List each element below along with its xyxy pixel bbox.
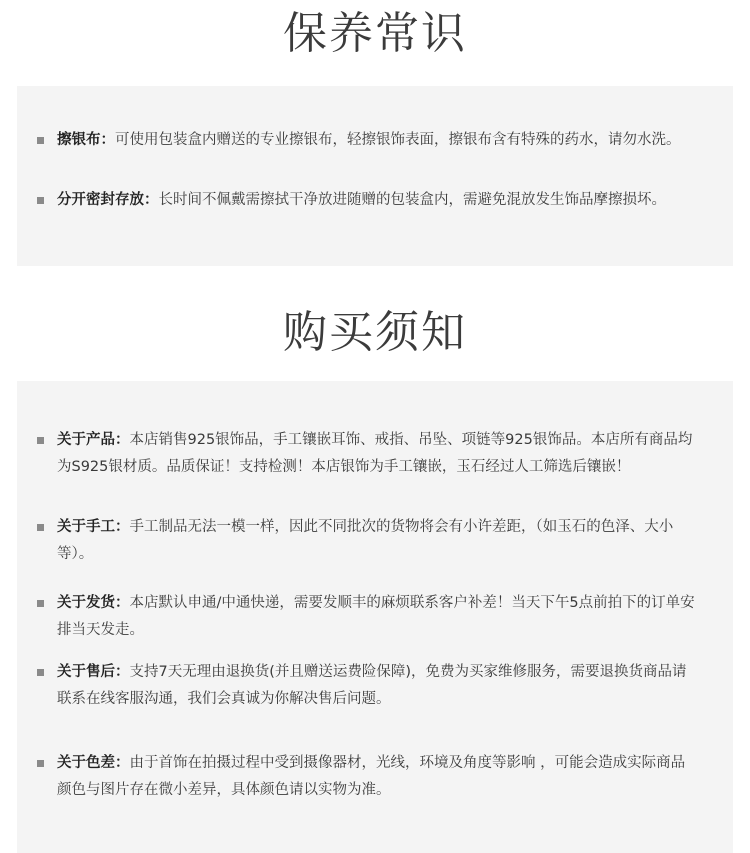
purchase-item-handmade: [57, 514, 697, 568]
care-item-text: 可使用包装盒内赠送的专业擦银布，轻擦银饰表面，擦银布含有特殊的药水，请勿水洗。: [115, 132, 681, 148]
square-bullet-icon: [37, 524, 44, 531]
square-bullet-icon: [37, 197, 44, 204]
square-bullet-icon: [37, 669, 44, 676]
purchase-item-text: 本店默认申通/中通快递，需要发顺丰的麻烦联系客户补差！当天下午5点前拍下的订单安排当天发走。: [57, 595, 695, 638]
purchase-item-aftersales: [57, 659, 697, 713]
purchase-item-text: 支持7天无理由退换货(并且赠送运费险保障)，免费为买家维修服务，需要退换货商品请联系在线客服沟通，我们会真诚为你解决售后问题。: [57, 664, 687, 707]
square-bullet-icon: [37, 760, 44, 767]
purchase-item-text: 手工制品无法一模一样，因此不同批次的货物将会有小许差距，（如玉石的色泽、大小等）。: [57, 519, 674, 562]
purchase-item-label: 关于色差：: [57, 755, 130, 771]
purchase-item-label: 关于手工：: [57, 519, 130, 535]
square-bullet-icon: [37, 437, 44, 444]
purchase-item-label: 关于发货：: [57, 595, 130, 611]
purchase-item-product: [57, 427, 697, 481]
purchase-item-label: 关于售后：: [57, 664, 130, 680]
care-item-cloth: [57, 127, 697, 154]
care-section-title: 保养常识: [283, 8, 467, 59]
care-item-storage: [57, 187, 697, 214]
care-item-label: 分开密封存放：: [57, 192, 159, 208]
purchase-item-label: 关于产品：: [57, 432, 130, 448]
purchase-item-color: [57, 750, 697, 804]
care-item-text: 长时间不佩戴需擦拭干净放进随赠的包装盒内，需避免混放发生饰品摩擦损坏。: [158, 192, 666, 208]
purchase-section-title: 购买须知: [283, 307, 467, 358]
care-panel: [17, 86, 733, 266]
care-item-label: 擦银布：: [57, 132, 115, 148]
purchase-item-shipping: [57, 590, 697, 644]
purchase-item-text: 由于首饰在拍摄过程中受到摄像器材，光线，环境及角度等影响 ，可能会造成实际商品颜色与图片存在微小差异，具体颜色请以实物为准。: [57, 755, 686, 798]
purchase-item-text: 本店销售925银饰品，手工镶嵌耳饰、戒指、吊坠、项链等925银饰品。本店所有商品均为S925银材质。品质保证！支持检测！本店银饰为手工镶嵌，玉石经过人工筛选后镶嵌！: [57, 432, 693, 475]
square-bullet-icon: [37, 600, 44, 607]
square-bullet-icon: [37, 137, 44, 144]
